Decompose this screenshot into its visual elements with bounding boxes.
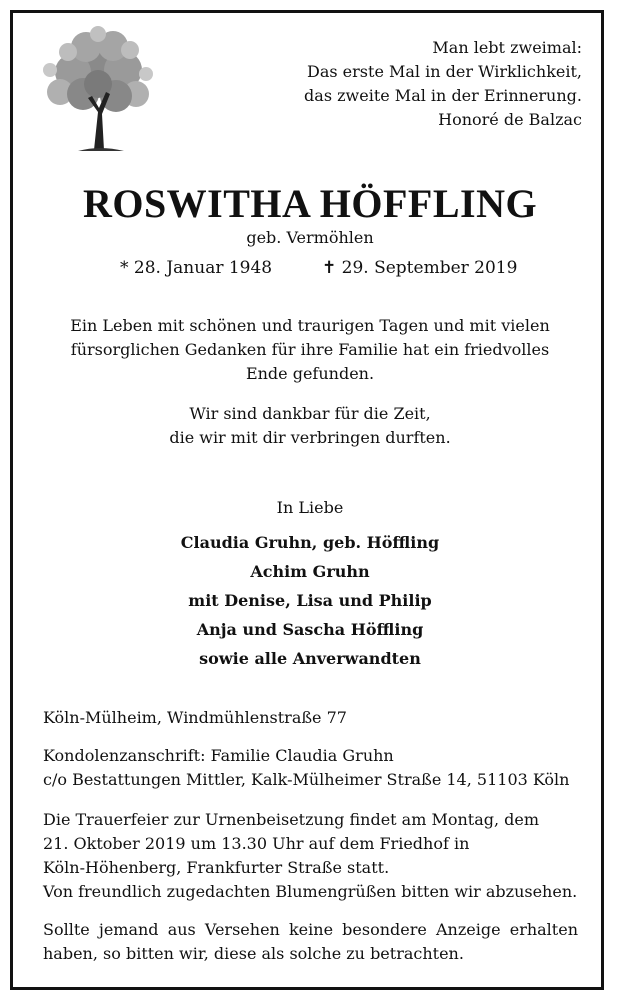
condolence-address — [43, 744, 578, 792]
mourner-name: Claudia Gruhn, geb. Höffling — [180, 533, 440, 552]
notice-text: Sollte jemand aus Versehen keine besondere Anzeige erhalten haben, so bitten wir, diese als solche zu betrachten. — [43, 920, 578, 963]
mourner-name: sowie alle Anverwandten — [199, 649, 421, 668]
residence-address: Köln-Mülheim, Windmühlenstraße 77 — [43, 708, 347, 727]
text-line: Ende gefunden. — [245, 364, 375, 383]
funeral-info — [43, 808, 578, 904]
text-line: 21. Oktober 2019 um 13.30 Uhr auf dem Friedhof in — [43, 834, 470, 853]
text-line: Ein Leben mit schönen und traurigen Tagen und mit vielen — [70, 316, 550, 335]
tree-icon — [38, 22, 158, 157]
deceased-name: ROSWITHA HÖFFLING — [82, 181, 538, 226]
quote-line: Man lebt zweimal: — [432, 38, 582, 57]
birth-date: * 28. Januar 1948 — [120, 258, 273, 278]
gratitude-paragraph — [40, 402, 580, 450]
text-line: Köln-Höhenberg, Frankfurter Straße statt. — [43, 858, 390, 877]
maiden-name: geb. Vermöhlen — [246, 228, 374, 247]
quote-line: das zweite Mal in der Erinnerung. — [304, 86, 582, 105]
memorial-paragraph — [40, 314, 580, 386]
text-line: die wir mit dir verbringen durften. — [169, 428, 451, 447]
mourner-name: Achim Gruhn — [250, 562, 370, 581]
quote-author: Honoré de Balzac — [438, 110, 582, 129]
quote — [304, 36, 582, 132]
mourners-list — [40, 528, 580, 673]
death-date: ✝ 29. September 2019 — [322, 258, 518, 278]
text-line: c/o Bestattungen Mittler, Kalk-Mülheimer Straße 14, 51103 Köln — [43, 770, 570, 789]
mourner-name: Anja und Sascha Höffling — [196, 620, 424, 639]
mourner-name: mit Denise, Lisa und Philip — [188, 591, 432, 610]
mourners-intro: In Liebe — [276, 498, 344, 517]
text-line: Wir sind dankbar für die Zeit, — [189, 404, 431, 423]
text-line: fürsorglichen Gedanken für ihre Familie hat ein friedvolles — [70, 340, 550, 359]
text-line: Kondolenzanschrift: Familie Claudia Gruhn — [43, 746, 394, 765]
quote-line: Das erste Mal in der Wirklichkeit, — [307, 62, 582, 81]
text-line: Die Trauerfeier zur Urnenbeisetzung findet am Montag, dem — [43, 810, 540, 829]
text-line: Von freundlich zugedachten Blumengrüßen bitten wir abzusehen. — [43, 882, 578, 901]
